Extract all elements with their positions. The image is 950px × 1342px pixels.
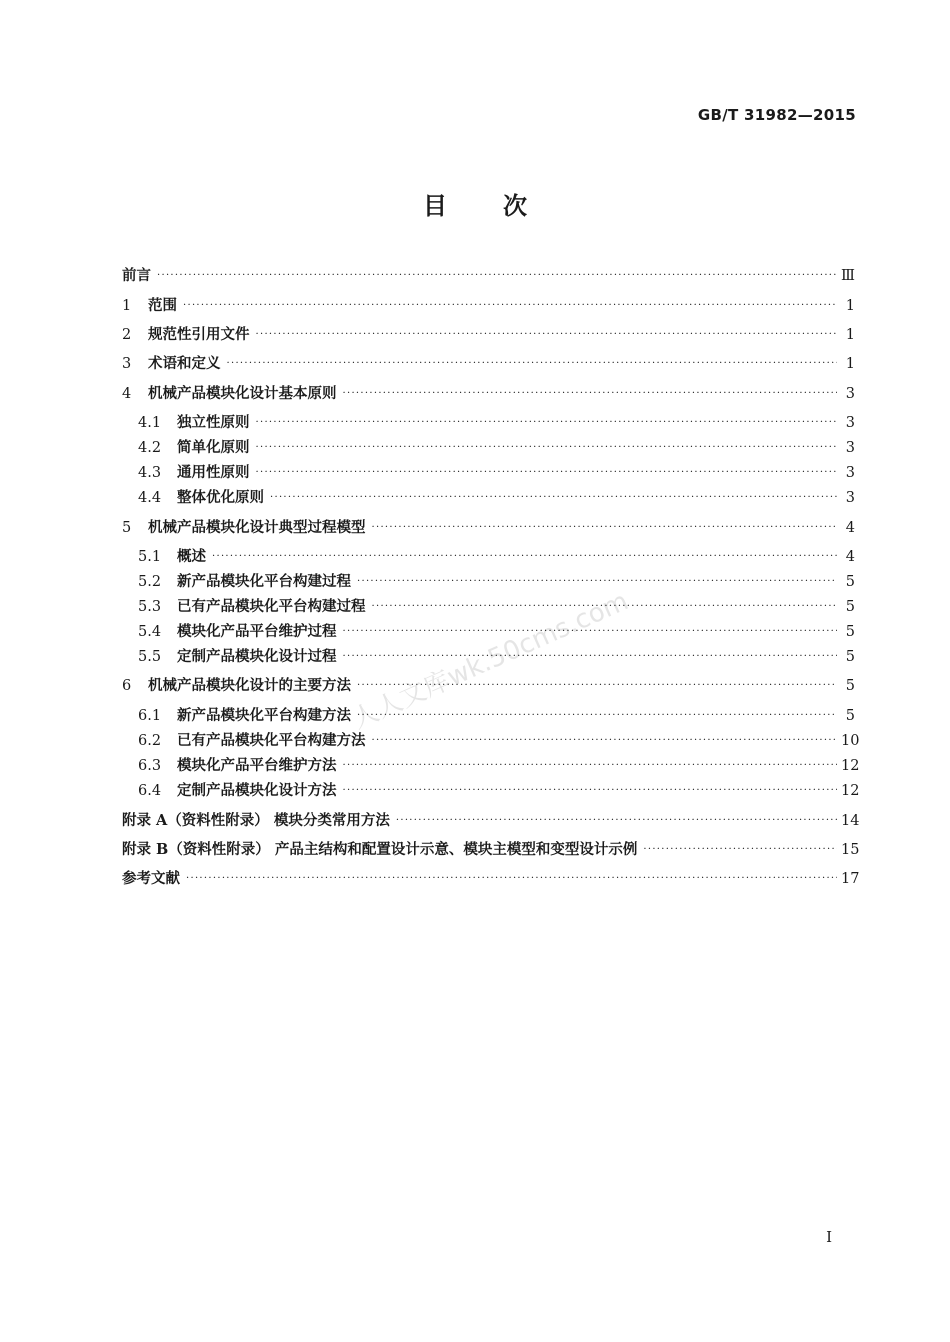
toc-dot-leader bbox=[256, 438, 838, 458]
toc-entry-page: 5 bbox=[845, 708, 855, 724]
toc-entry-label: 规范性引用文件 bbox=[148, 326, 250, 343]
toc-entry-page: 5 bbox=[845, 678, 855, 694]
toc-entry[interactable] bbox=[122, 572, 855, 592]
toc-entry-number: 5.3 bbox=[138, 599, 162, 615]
toc-entry-number: 1 bbox=[122, 298, 132, 314]
toc-entry-page: 4 bbox=[845, 549, 855, 565]
toc-entry-page: 3 bbox=[845, 490, 855, 506]
toc-entry-number: 4.3 bbox=[138, 465, 162, 481]
toc-entry[interactable] bbox=[122, 811, 860, 831]
toc-entry[interactable] bbox=[122, 438, 855, 458]
toc-entry-number: 4.2 bbox=[138, 440, 162, 456]
toc-dot-leader bbox=[643, 840, 837, 860]
toc-entry-label: 参考文献 bbox=[122, 870, 180, 887]
toc-entry-label: 模块化产品平台维护方法 bbox=[177, 757, 337, 774]
toc-entry-label: 机械产品模块化设计的主要方法 bbox=[148, 677, 351, 694]
toc-entry-number: 5.5 bbox=[138, 649, 162, 665]
toc-entry-label: 机械产品模块化设计基本原则 bbox=[148, 385, 337, 402]
toc-dot-leader bbox=[343, 384, 838, 404]
toc-entry-page: 1 bbox=[845, 327, 855, 343]
toc-dot-leader bbox=[343, 781, 838, 801]
toc-entry-page: 3 bbox=[845, 440, 855, 456]
toc-dot-leader bbox=[357, 572, 837, 592]
toc-entry-number: 6 bbox=[122, 678, 132, 694]
toc-dot-leader bbox=[343, 622, 838, 642]
standard-code: GB/T 31982—2015 bbox=[697, 106, 856, 124]
toc-entry-page: 3 bbox=[845, 415, 855, 431]
toc-entry-label: 独立性原则 bbox=[177, 414, 250, 431]
toc-entry-page: 15 bbox=[841, 842, 860, 858]
toc-dot-leader bbox=[396, 811, 837, 831]
toc-entry-number: 5 bbox=[122, 520, 132, 536]
toc-entry[interactable] bbox=[122, 266, 855, 286]
toc-entry[interactable] bbox=[122, 463, 855, 483]
toc-entry-label: 定制产品模块化设计方法 bbox=[177, 782, 337, 799]
toc-entry[interactable] bbox=[122, 518, 855, 538]
toc-dot-leader bbox=[343, 756, 838, 776]
toc-entry[interactable] bbox=[122, 325, 855, 345]
toc-entry-label: 范围 bbox=[148, 297, 177, 314]
toc-entry-page: 14 bbox=[841, 813, 860, 829]
toc-title-char-2: 次 bbox=[503, 192, 527, 220]
toc-entry-number: 4 bbox=[122, 386, 132, 402]
toc-dot-leader bbox=[157, 266, 837, 286]
toc-dot-leader bbox=[186, 869, 837, 889]
toc-entry[interactable] bbox=[122, 647, 855, 667]
toc-entry-number: 5.4 bbox=[138, 624, 162, 640]
toc-entry-number: 4.4 bbox=[138, 490, 162, 506]
toc-entry-page: 1 bbox=[845, 298, 855, 314]
toc-dot-leader bbox=[357, 676, 837, 696]
toc-dot-leader bbox=[256, 413, 838, 433]
toc-entry-page: 5 bbox=[845, 649, 855, 665]
toc-dot-leader bbox=[256, 325, 838, 345]
toc-entry-label: 前言 bbox=[122, 267, 151, 284]
toc-entry-page: 3 bbox=[845, 465, 855, 481]
toc-entry-label: 附录 A（资料性附录） 模块分类常用方法 bbox=[122, 812, 390, 829]
toc-entry-label: 简单化原则 bbox=[177, 439, 250, 456]
toc-entry-label: 新产品模块化平台构建方法 bbox=[177, 707, 351, 724]
toc-title-char-1: 目 bbox=[423, 192, 447, 220]
toc-entry-page: 5 bbox=[845, 624, 855, 640]
toc-entry-number: 3 bbox=[122, 356, 132, 372]
toc-entry[interactable] bbox=[122, 676, 855, 696]
toc-entry[interactable] bbox=[122, 781, 860, 801]
toc-entry[interactable] bbox=[122, 384, 855, 404]
toc-entry-page: 1 bbox=[845, 356, 855, 372]
toc-entry-page: 5 bbox=[845, 574, 855, 590]
toc-entry-page: 17 bbox=[841, 871, 860, 887]
toc-entry-page: 10 bbox=[841, 733, 860, 749]
toc-entry-page: 12 bbox=[841, 758, 860, 774]
toc-entry-page: 5 bbox=[845, 599, 855, 615]
toc-entry[interactable] bbox=[122, 622, 855, 642]
toc-entry-page: 12 bbox=[841, 783, 860, 799]
toc-entry[interactable] bbox=[122, 296, 855, 316]
toc-entry[interactable] bbox=[122, 869, 860, 889]
toc-entry-label: 已有产品模块化平台构建方法 bbox=[177, 732, 366, 749]
toc-entry[interactable] bbox=[122, 706, 855, 726]
toc-entry[interactable] bbox=[122, 547, 855, 567]
toc-entry[interactable] bbox=[122, 731, 860, 751]
toc-entry[interactable] bbox=[122, 413, 855, 433]
toc-entry-page: Ⅲ bbox=[841, 268, 855, 284]
toc-dot-leader bbox=[183, 296, 837, 316]
toc-title bbox=[0, 186, 950, 221]
page-number: I bbox=[826, 1228, 832, 1246]
toc-entry-label: 模块化产品平台维护过程 bbox=[177, 623, 337, 640]
toc-entry-page: 3 bbox=[845, 386, 855, 402]
toc-entry-number: 6.4 bbox=[138, 783, 162, 799]
toc-entry-label: 术语和定义 bbox=[148, 355, 221, 372]
toc-entry-label: 整体优化原则 bbox=[177, 489, 264, 506]
toc-entry-number: 6.2 bbox=[138, 733, 162, 749]
toc-entry-number: 4.1 bbox=[138, 415, 162, 431]
toc-dot-leader bbox=[227, 354, 838, 374]
toc-entry-label: 定制产品模块化设计过程 bbox=[177, 648, 337, 665]
toc-entry-label: 已有产品模块化平台构建过程 bbox=[177, 598, 366, 615]
toc-dot-leader bbox=[270, 488, 837, 508]
toc-entry-label: 机械产品模块化设计典型过程模型 bbox=[148, 519, 366, 536]
toc-entry-label: 通用性原则 bbox=[177, 464, 250, 481]
toc-dot-leader bbox=[212, 547, 837, 567]
toc-entry-label: 概述 bbox=[177, 548, 206, 565]
toc-dot-leader bbox=[357, 706, 837, 726]
toc-dot-leader bbox=[372, 597, 838, 617]
toc-entry-label: 附录 B（资料性附录） 产品主结构和配置设计示意、模块主模型和变型设计示例 bbox=[122, 841, 638, 858]
toc-entry-page: 4 bbox=[845, 520, 855, 536]
toc-entry[interactable] bbox=[122, 597, 855, 617]
toc-dot-leader bbox=[343, 647, 838, 667]
toc-entry[interactable] bbox=[122, 488, 855, 508]
toc-entry-number: 6.3 bbox=[138, 758, 162, 774]
toc-entry-number: 5.2 bbox=[138, 574, 162, 590]
toc-entry-number: 6.1 bbox=[138, 708, 162, 724]
toc-entry-number: 5.1 bbox=[138, 549, 162, 565]
toc-entry[interactable] bbox=[122, 840, 860, 860]
toc-entry[interactable] bbox=[122, 354, 855, 374]
toc-entry-number: 2 bbox=[122, 327, 132, 343]
toc-entry[interactable] bbox=[122, 756, 860, 776]
watermark: 人人文库wk.50cms.com bbox=[347, 586, 633, 736]
toc-dot-leader bbox=[256, 463, 838, 483]
toc-dot-leader bbox=[372, 518, 838, 538]
toc-entry-label: 新产品模块化平台构建过程 bbox=[177, 573, 351, 590]
toc-dot-leader bbox=[372, 731, 838, 751]
